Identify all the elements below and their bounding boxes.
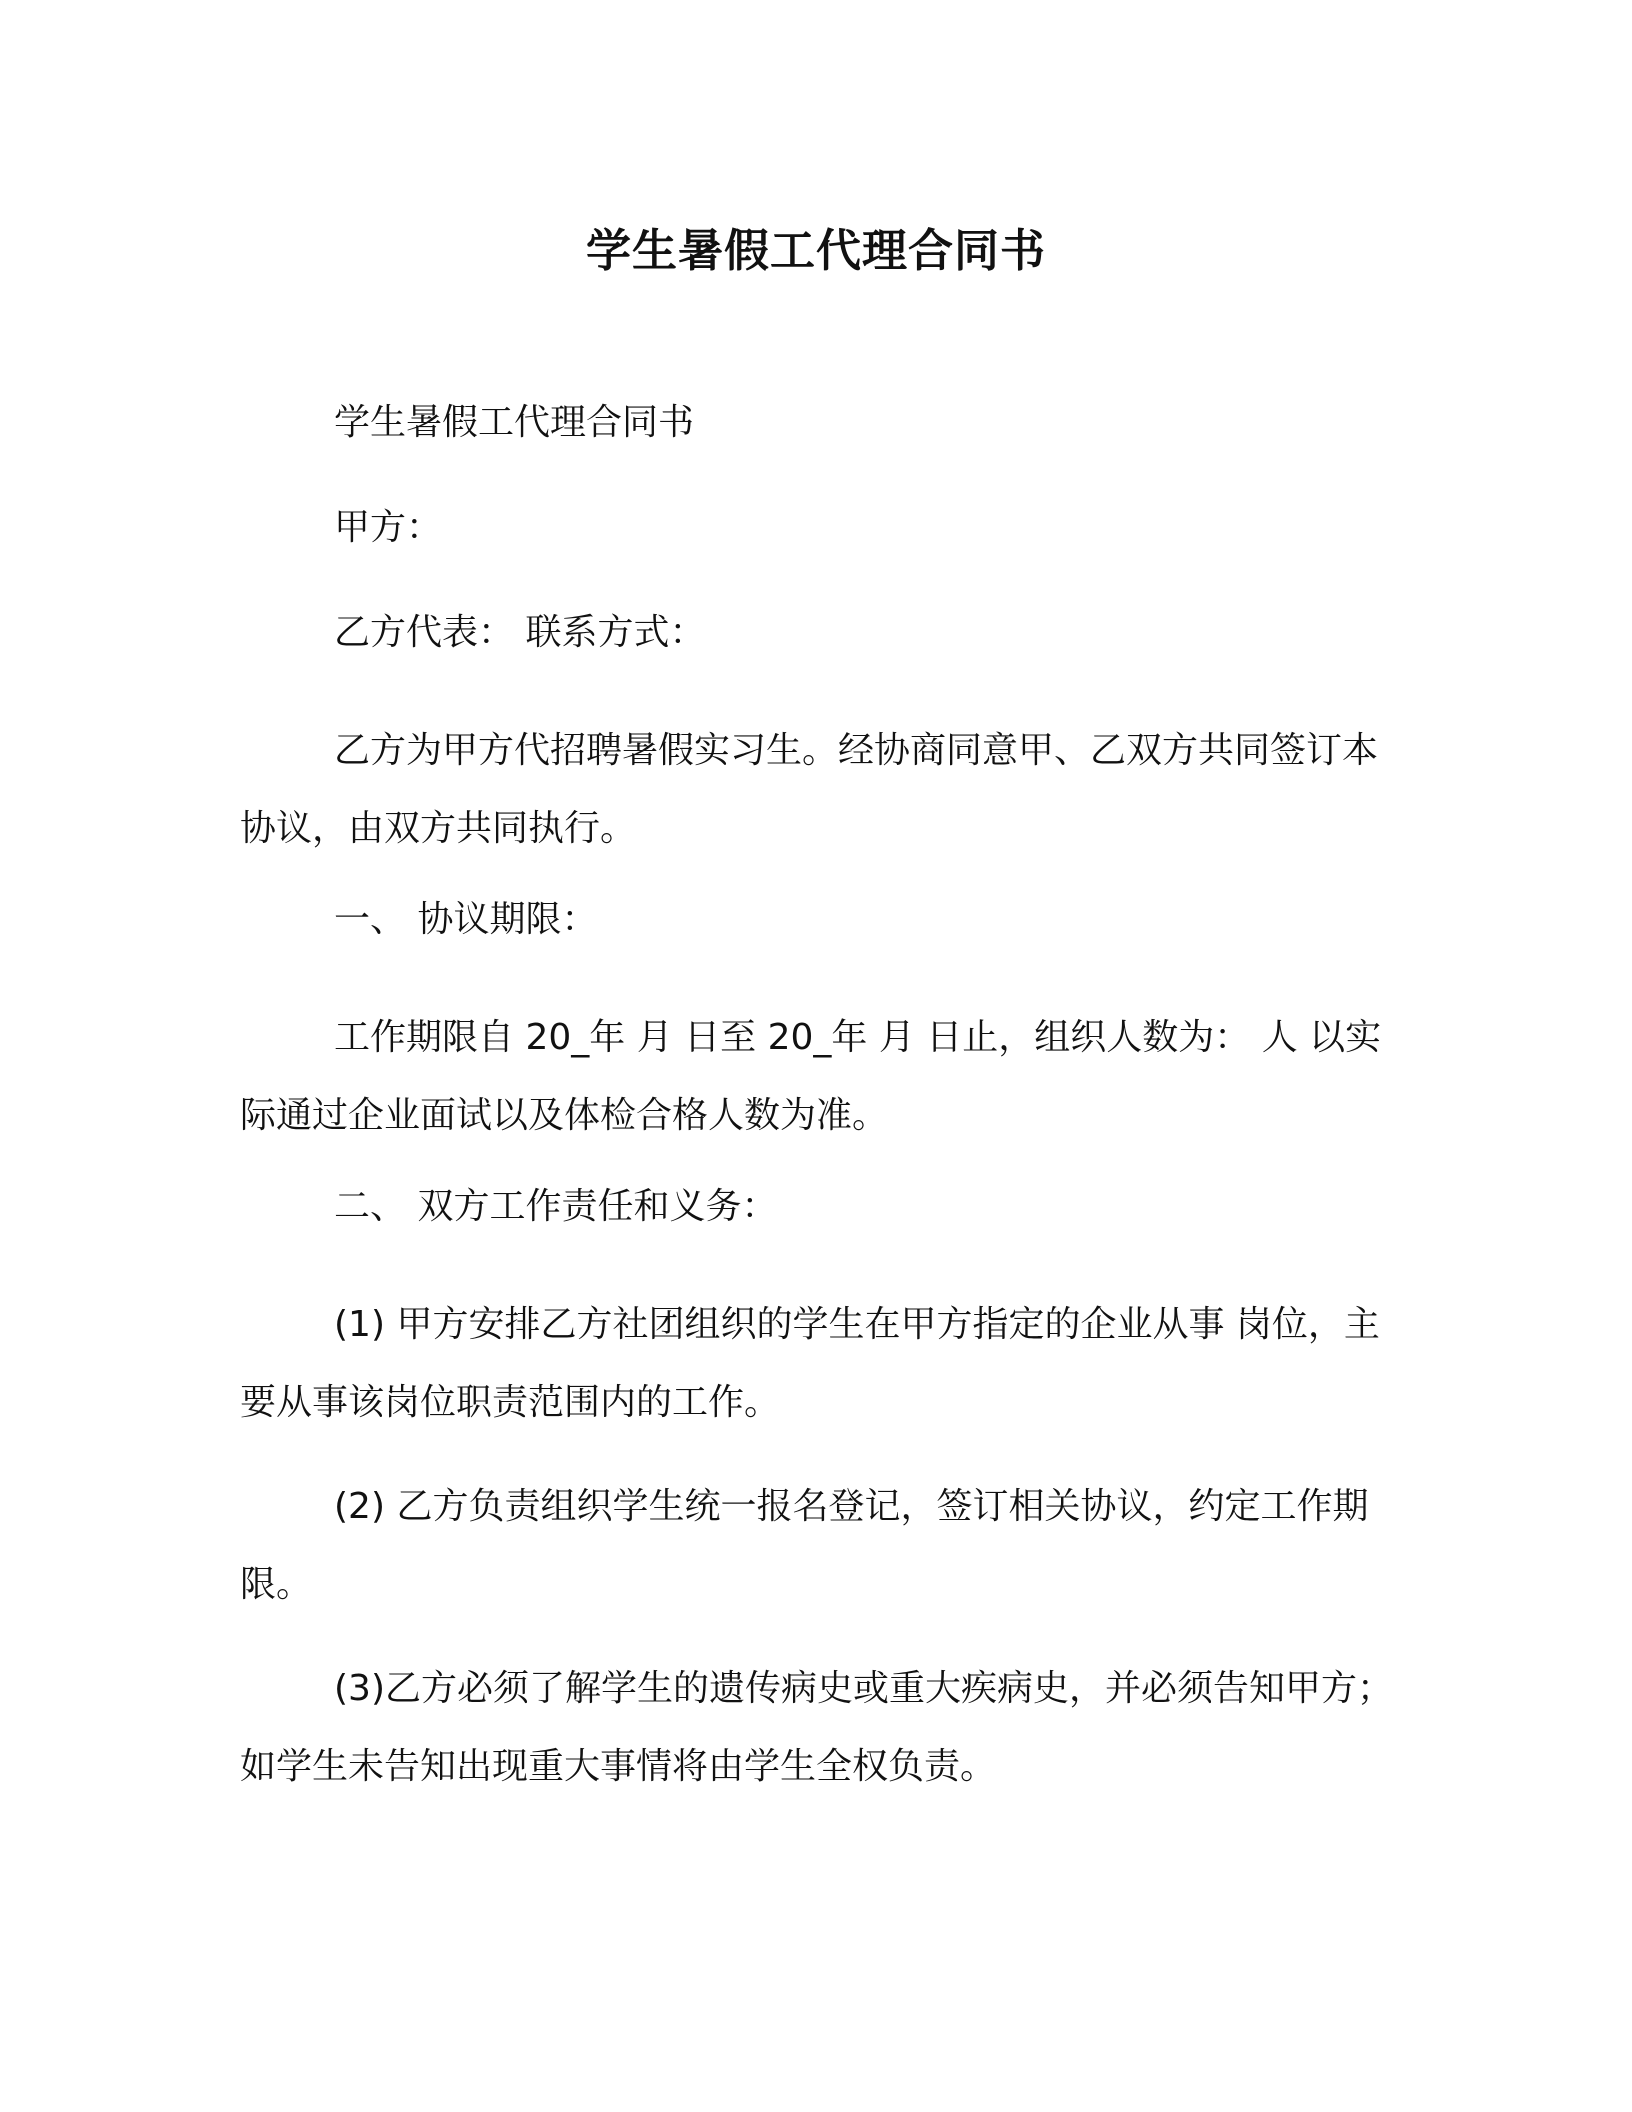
document-body <box>240 397 1410 1832</box>
paragraph-party-b: 乙方代表： 联系方式： <box>334 612 706 653</box>
paragraph-party-a: 甲方： <box>334 507 443 548</box>
section-heading-term: 一、 协议期限： <box>334 899 598 940</box>
paragraph-clause-1: (1) 甲方安排乙方社团组织的学生在甲方指定的企业从事 岗位，主要从事该岗位职责范围内的工作。 <box>240 1304 1380 1423</box>
paragraph-clause-2: (2) 乙方负责组织学生统一报名登记，签订相关协议，约定工作期限。 <box>240 1486 1369 1605</box>
section-heading-responsibilities: 二、 双方工作责任和义务： <box>334 1186 778 1227</box>
paragraph-clause-3: (3)乙方必须了解学生的遗传病史或重大疾病史，并必须告知甲方；如学生未告知出现重大事情将由学生全权负责。 <box>240 1668 1393 1787</box>
paragraph-intro: 乙方为甲方代招聘暑假实习生。经协商同意甲、乙双方共同签订本协议，由双方共同执行。 <box>240 730 1379 849</box>
paragraph-subtitle: 学生暑假工代理合同书 <box>334 402 695 443</box>
paragraph-term: 工作期限自 20_年 月 日至 20_年 月 日止，组织人数为： 人 以实际通过企业面试以及体检合格人数为准。 <box>240 1017 1382 1136</box>
document-title: 学生暑假工代理合同书 <box>585 224 1046 277</box>
